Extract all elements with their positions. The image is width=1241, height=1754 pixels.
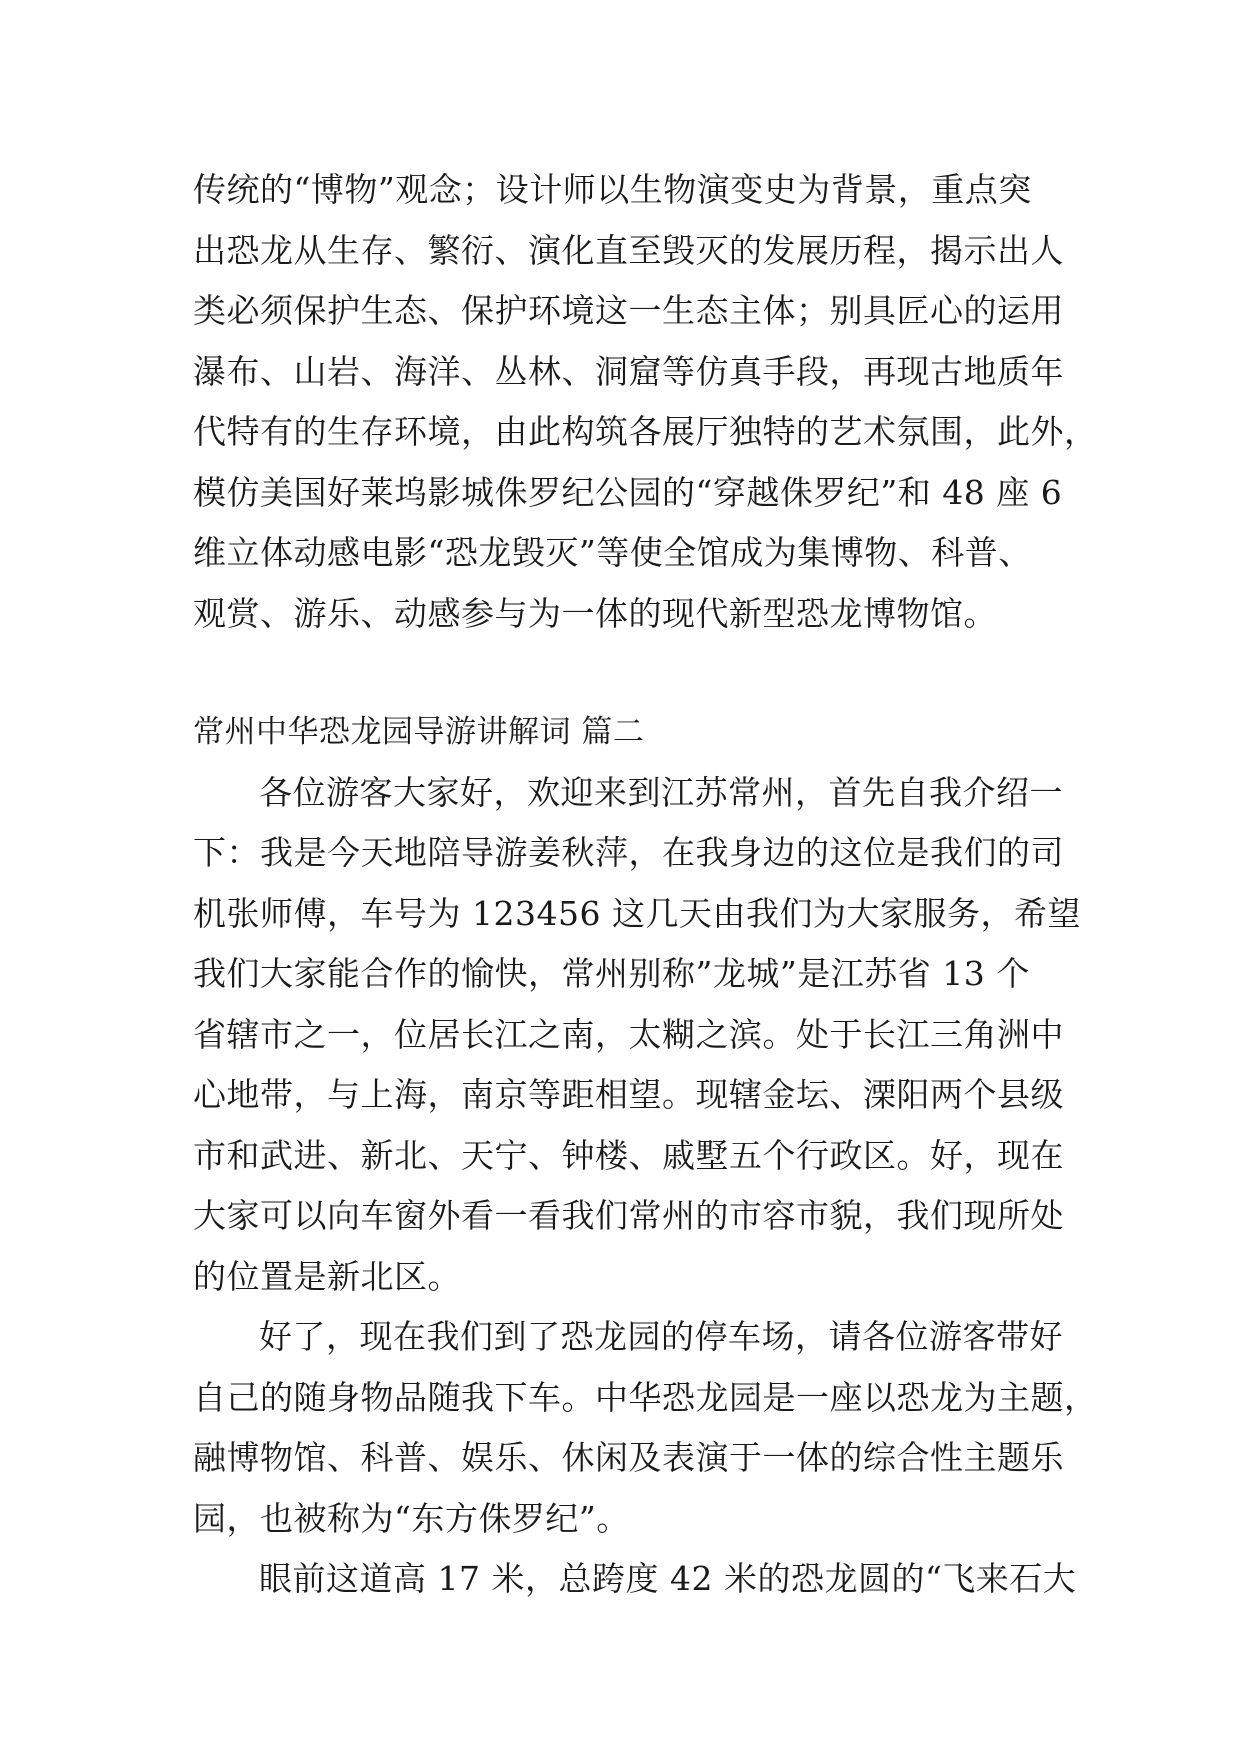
text-line: 园，也被称为“东方侏罗纪”。 [193, 1498, 630, 1538]
text-line: 省辖市之一，位居长江之南，太糊之滨。处于长江三角洲中 [193, 1014, 1064, 1054]
text-line: 融博物馆、科普、娱乐、休闲及表演于一体的综合性主题乐 [193, 1438, 1064, 1477]
text-line: 机张师傅，车号为 123456 这几天由我们为大家服务，希望 [193, 893, 1081, 933]
text-line: 出恐龙从生存、繁衍、演化直至毁灭的发展历程，揭示出人 [193, 230, 1064, 270]
paragraph-2 [193, 763, 1081, 1308]
text-line: 类必须保护生态、保护环境这一生态主体；别具匠心的运用 [193, 291, 1064, 330]
text-line: 代特有的生存环境，由此构筑各展厅独特的艺术氛围，此外， [193, 412, 1098, 451]
text-line: 眼前这道高 17 米，总跨度 42 米的恐龙圆的“飞来石大 [259, 1559, 1077, 1598]
text-line: 大家可以向车窗外看一看我们常州的市容市貌，我们现所处 [193, 1196, 1064, 1235]
paragraph-continued [193, 160, 1098, 644]
text-line: 瀑布、山岩、海洋、丛林、洞窟等仿真手段，再现古地质年 [193, 351, 1064, 391]
section-gap [193, 644, 1053, 702]
text-line: 模仿美国好莱坞影城侏罗纪公园的“穿越侏罗纪”和 48 座 6 [193, 472, 1063, 512]
text-line: 自己的随身物品随我下车。中华恐龙园是一座以恐龙为主题， [193, 1377, 1098, 1417]
section-heading: 常州中华恐龙园导游讲解词 篇二 [193, 714, 645, 750]
text-line: 的位置是新北区。 [193, 1256, 461, 1296]
text-line: 观赏、游乐、动感参与为一体的现代新型恐龙博物馆。 [193, 593, 997, 633]
text-line: 各位游客大家好，欢迎来到江苏常州，首先自我介绍一 [259, 772, 1063, 812]
text-line: 下：我是今天地陪导游姜秋萍，在我身边的这位是我们的司 [193, 833, 1064, 872]
text-line: 市和武进、新北、天宁、钟楼、戚墅五个行政区。好，现在 [193, 1135, 1064, 1175]
text-line: 我们大家能合作的愉快，常州别称”龙城”是江苏省 13 个 [193, 954, 1030, 993]
document-page [193, 160, 1098, 1610]
text-line: 传统的“博物”观念；设计师以生物演变史为背景，重点突 [193, 170, 1032, 209]
text-line: 好了，现在我们到了恐龙园的停车场，请各位游客带好 [259, 1317, 1063, 1356]
paragraph-4 [193, 1549, 1077, 1610]
paragraph-3 [193, 1307, 1098, 1549]
text-line: 心地带，与上海，南京等距相望。现辖金坛、溧阳两个县级 [193, 1075, 1064, 1114]
text-line: 维立体动感电影“恐龙毁灭”等使全馆成为集博物、科普、 [193, 533, 1032, 572]
